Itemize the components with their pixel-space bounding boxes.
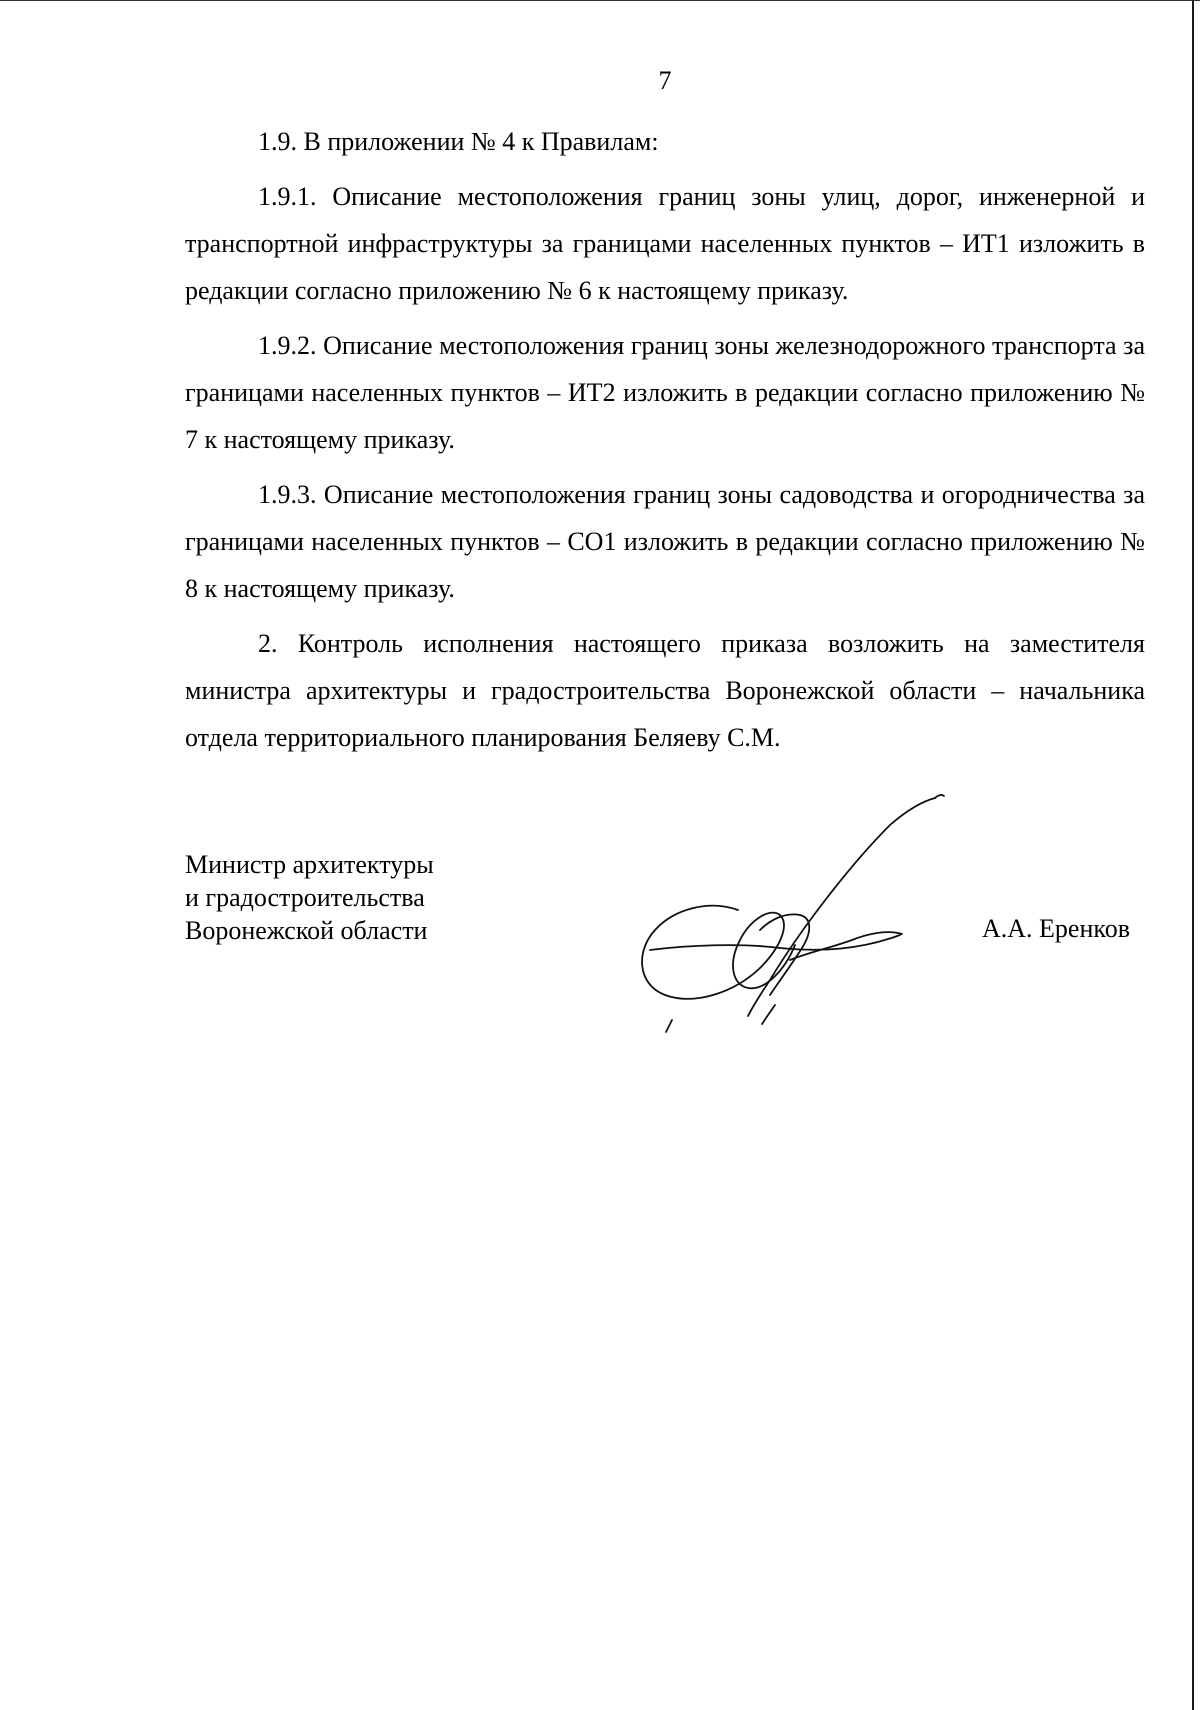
paragraph-1-9-1: 1.9.1. Описание местоположения границ зоны улиц, дорог, инженерной и транспортной инфраструктуры за границами населенных пунктов – ИТ1 изложить в редакции согласно приложению № 6 к настоящему приказу.: [185, 182, 1145, 305]
paragraph-1-9-2: 1.9.2. Описание местоположения границ зоны железнодорожного транспорта за границами населенных пунктов – ИТ2 изложить в редакции согласно приложению № 7 к настоящему приказу.: [185, 331, 1145, 454]
signatory-position-line: и градостроительства: [185, 883, 425, 912]
page-border-right: [1192, 0, 1194, 1710]
document-body: [185, 118, 1145, 769]
paragraph-1-9: 1.9. В приложении № 4 к Правилам:: [258, 127, 659, 156]
signatory-name: А.А. Еренков: [982, 914, 1130, 943]
signatory-position-line: Министр архитектуры: [185, 850, 434, 879]
paragraph-1-9-3: 1.9.3. Описание местоположения границ зоны садоводства и огородничества за границами населенных пунктов – СО1 изложить в редакции согласно приложению № 8 к настоящему приказу.: [185, 480, 1145, 603]
page-number: 7: [658, 66, 672, 95]
handwritten-signature: [620, 780, 950, 1040]
signatory-position-line: Воронежской области: [185, 916, 428, 945]
signatory-position: [185, 848, 434, 947]
paragraph-2: 2. Контроль исполнения настоящего приказа возложить на заместителя министра архитектуры и градостроительства Воронежской области – начальника отдела территориального планирования Беляеву С.М.: [185, 629, 1145, 752]
page-border-top: [0, 0, 1200, 1]
